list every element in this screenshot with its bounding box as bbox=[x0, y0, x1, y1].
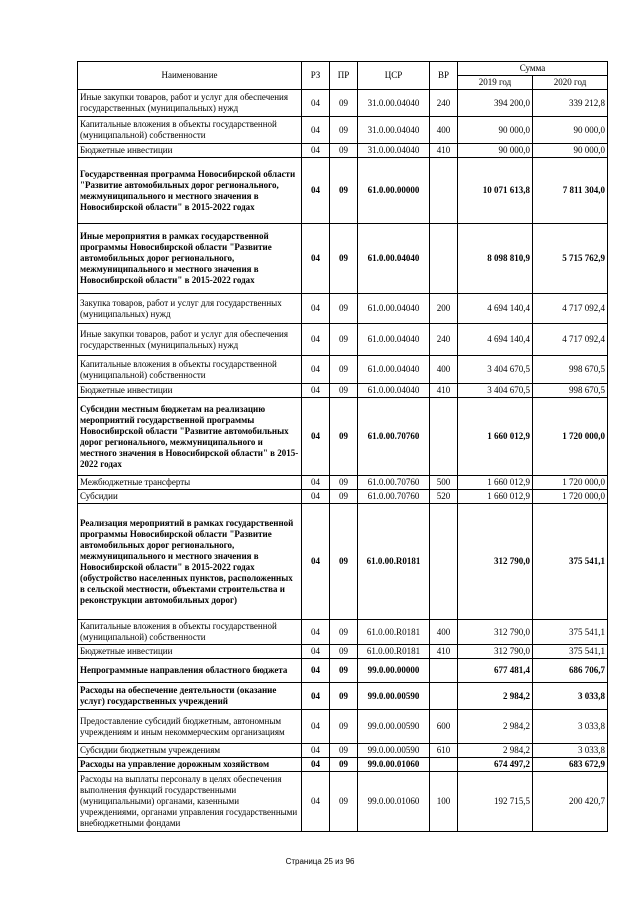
row-amount-2020: 3 033,8 bbox=[533, 744, 608, 758]
row-name: Капитальные вложения в объекты государственной (муниципальной) собственности bbox=[78, 620, 302, 645]
row-vr: 200 bbox=[430, 294, 458, 324]
table-row bbox=[78, 504, 608, 620]
header-name: Наименование bbox=[78, 62, 302, 90]
row-pr: 09 bbox=[330, 710, 358, 744]
row-amount-2020: 3 033,8 bbox=[533, 710, 608, 744]
row-rz: 04 bbox=[302, 620, 330, 645]
header-vr: ВР bbox=[430, 62, 458, 90]
row-rz: 04 bbox=[302, 659, 330, 683]
row-rz: 04 bbox=[302, 294, 330, 324]
table-row bbox=[78, 294, 608, 324]
row-csr: 31.0.00.04040 bbox=[358, 90, 430, 117]
row-rz: 04 bbox=[302, 144, 330, 158]
row-pr: 09 bbox=[330, 490, 358, 504]
row-pr: 09 bbox=[330, 620, 358, 645]
row-amount-2019: 312 790,0 bbox=[458, 504, 533, 620]
row-name: Реализация мероприятий в рамках государственной программы Новосибирской области "Развитие автомобильных дорог регионального, межмуниципального и местного значения в Новосибирской области" в 2015-2022 годах (обустройство населенных пунктов, расположенных в сельской местности, объектами строительства и реконструкции автомобильных дорог) bbox=[78, 504, 302, 620]
row-amount-2020: 683 672,9 bbox=[533, 758, 608, 772]
row-vr: 410 bbox=[430, 144, 458, 158]
row-rz: 04 bbox=[302, 356, 330, 384]
row-pr: 09 bbox=[330, 294, 358, 324]
row-name: Расходы на выплаты персоналу в целях обеспечения выполнения функций государственными (муниципальными) органами, казенными учреждениями, органами управления государственными внебюджетными фондами bbox=[78, 772, 302, 832]
row-amount-2020: 4 717 092,4 bbox=[533, 324, 608, 356]
row-rz: 04 bbox=[302, 645, 330, 659]
row-amount-2020: 90 000,0 bbox=[533, 117, 608, 144]
row-rz: 04 bbox=[302, 683, 330, 710]
row-amount-2019: 677 481,4 bbox=[458, 659, 533, 683]
row-name: Иные закупки товаров, работ и услуг для обеспечения государственных (муниципальных) нужд bbox=[78, 90, 302, 117]
row-pr: 09 bbox=[330, 772, 358, 832]
row-amount-2019: 192 715,5 bbox=[458, 772, 533, 832]
table-body bbox=[78, 90, 608, 832]
row-amount-2019: 8 098 810,9 bbox=[458, 224, 533, 294]
row-amount-2020: 5 715 762,9 bbox=[533, 224, 608, 294]
row-pr: 09 bbox=[330, 224, 358, 294]
table-row bbox=[78, 476, 608, 490]
row-vr: 240 bbox=[430, 90, 458, 117]
row-csr: 61.0.00.R0181 bbox=[358, 504, 430, 620]
row-pr: 09 bbox=[330, 758, 358, 772]
page-number: Страница 25 из 96 bbox=[285, 857, 355, 866]
row-amount-2019: 1 660 012,9 bbox=[458, 398, 533, 476]
row-amount-2019: 90 000,0 bbox=[458, 117, 533, 144]
row-name: Закупка товаров, работ и услуг для государственных (муниципальных) нужд bbox=[78, 294, 302, 324]
row-vr: 610 bbox=[430, 744, 458, 758]
row-name: Капитальные вложения в объекты государственной (муниципальной) собственности bbox=[78, 117, 302, 144]
row-csr: 99.0.00.01060 bbox=[358, 772, 430, 832]
row-csr: 99.0.00.00000 bbox=[358, 659, 430, 683]
budget-table bbox=[77, 61, 608, 832]
row-csr: 61.0.00.04040 bbox=[358, 324, 430, 356]
row-csr: 31.0.00.04040 bbox=[358, 117, 430, 144]
table-row bbox=[78, 659, 608, 683]
table-row bbox=[78, 744, 608, 758]
row-rz: 04 bbox=[302, 384, 330, 398]
row-amount-2019: 3 404 670,5 bbox=[458, 384, 533, 398]
row-vr: 410 bbox=[430, 645, 458, 659]
row-amount-2020: 686 706,7 bbox=[533, 659, 608, 683]
row-vr bbox=[430, 158, 458, 224]
row-amount-2019: 4 694 140,4 bbox=[458, 294, 533, 324]
row-vr bbox=[430, 398, 458, 476]
row-vr: 400 bbox=[430, 356, 458, 384]
row-amount-2019: 1 660 012,9 bbox=[458, 476, 533, 490]
row-pr: 09 bbox=[330, 476, 358, 490]
row-rz: 04 bbox=[302, 476, 330, 490]
row-pr: 09 bbox=[330, 504, 358, 620]
table-row bbox=[78, 683, 608, 710]
row-name: Государственная программа Новосибирской области "Развитие автомобильных дорог регионального, межмуниципального и местного значения в Новосибирской области" в 2015-2022 годах bbox=[78, 158, 302, 224]
row-amount-2020: 375 541,1 bbox=[533, 620, 608, 645]
table-row bbox=[78, 384, 608, 398]
row-name: Межбюджетные трансферты bbox=[78, 476, 302, 490]
header-csr: ЦСР bbox=[358, 62, 430, 90]
row-csr: 99.0.00.01060 bbox=[358, 758, 430, 772]
row-rz: 04 bbox=[302, 224, 330, 294]
row-rz: 04 bbox=[302, 504, 330, 620]
header-2020: 2020 год bbox=[533, 76, 608, 90]
row-csr: 61.0.00.R0181 bbox=[358, 645, 430, 659]
table-row bbox=[78, 117, 608, 144]
row-rz: 04 bbox=[302, 772, 330, 832]
row-amount-2019: 2 984,2 bbox=[458, 683, 533, 710]
row-csr: 61.0.00.70760 bbox=[358, 490, 430, 504]
row-vr: 500 bbox=[430, 476, 458, 490]
row-name: Бюджетные инвестиции bbox=[78, 144, 302, 158]
row-pr: 09 bbox=[330, 90, 358, 117]
row-vr: 400 bbox=[430, 620, 458, 645]
row-csr: 99.0.00.00590 bbox=[358, 744, 430, 758]
row-pr: 09 bbox=[330, 659, 358, 683]
row-pr: 09 bbox=[330, 117, 358, 144]
row-name: Расходы на обеспечение деятельности (оказание услуг) государственных учреждений bbox=[78, 683, 302, 710]
table-row bbox=[78, 324, 608, 356]
row-vr: 600 bbox=[430, 710, 458, 744]
row-csr: 61.0.00.70760 bbox=[358, 398, 430, 476]
row-amount-2019: 3 404 670,5 bbox=[458, 356, 533, 384]
row-csr: 61.0.00.04040 bbox=[358, 384, 430, 398]
table-row bbox=[78, 356, 608, 384]
row-vr: 400 bbox=[430, 117, 458, 144]
row-rz: 04 bbox=[302, 758, 330, 772]
row-name: Капитальные вложения в объекты государственной (муниципальной) собственности bbox=[78, 356, 302, 384]
row-rz: 04 bbox=[302, 158, 330, 224]
row-pr: 09 bbox=[330, 158, 358, 224]
row-vr bbox=[430, 758, 458, 772]
row-amount-2019: 1 660 012,9 bbox=[458, 490, 533, 504]
table-row bbox=[78, 645, 608, 659]
row-rz: 04 bbox=[302, 90, 330, 117]
row-amount-2019: 90 000,0 bbox=[458, 144, 533, 158]
row-amount-2019: 4 694 140,4 bbox=[458, 324, 533, 356]
row-amount-2019: 394 200,0 bbox=[458, 90, 533, 117]
row-name: Бюджетные инвестиции bbox=[78, 384, 302, 398]
row-name: Иные мероприятия в рамках государственной программы Новосибирской области "Развитие автомобильных дорог регионального, межмуниципального и местного значения в Новосибирской области" в 2015-2022 годах bbox=[78, 224, 302, 294]
row-name: Субсидии bbox=[78, 490, 302, 504]
header-sum: Сумма bbox=[458, 62, 608, 76]
row-csr: 61.0.00.R0181 bbox=[358, 620, 430, 645]
table-row bbox=[78, 398, 608, 476]
row-amount-2019: 674 497,2 bbox=[458, 758, 533, 772]
row-vr bbox=[430, 683, 458, 710]
row-rz: 04 bbox=[302, 744, 330, 758]
row-amount-2020: 998 670,5 bbox=[533, 356, 608, 384]
header-rz: РЗ bbox=[302, 62, 330, 90]
row-rz: 04 bbox=[302, 117, 330, 144]
row-pr: 09 bbox=[330, 384, 358, 398]
row-pr: 09 bbox=[330, 144, 358, 158]
row-pr: 09 bbox=[330, 683, 358, 710]
row-rz: 04 bbox=[302, 490, 330, 504]
row-pr: 09 bbox=[330, 645, 358, 659]
table-row bbox=[78, 620, 608, 645]
row-vr: 240 bbox=[430, 324, 458, 356]
row-amount-2019: 2 984,2 bbox=[458, 710, 533, 744]
row-csr: 61.0.00.04040 bbox=[358, 294, 430, 324]
row-csr: 61.0.00.04040 bbox=[358, 224, 430, 294]
row-csr: 99.0.00.00590 bbox=[358, 710, 430, 744]
row-csr: 61.0.00.00000 bbox=[358, 158, 430, 224]
row-rz: 04 bbox=[302, 324, 330, 356]
table-row bbox=[78, 158, 608, 224]
row-rz: 04 bbox=[302, 398, 330, 476]
row-name: Расходы на управление дорожным хозяйством bbox=[78, 758, 302, 772]
table-row bbox=[78, 144, 608, 158]
table-row bbox=[78, 224, 608, 294]
row-pr: 09 bbox=[330, 356, 358, 384]
row-vr: 410 bbox=[430, 384, 458, 398]
row-amount-2020: 1 720 000,0 bbox=[533, 490, 608, 504]
row-vr bbox=[430, 659, 458, 683]
header-pr: ПР bbox=[330, 62, 358, 90]
row-amount-2019: 312 790,0 bbox=[458, 645, 533, 659]
row-vr: 100 bbox=[430, 772, 458, 832]
row-amount-2019: 10 071 613,8 bbox=[458, 158, 533, 224]
row-amount-2020: 339 212,8 bbox=[533, 90, 608, 117]
header-2019: 2019 год bbox=[458, 76, 533, 90]
row-vr bbox=[430, 504, 458, 620]
row-name: Иные закупки товаров, работ и услуг для обеспечения государственных (муниципальных) нужд bbox=[78, 324, 302, 356]
row-amount-2020: 90 000,0 bbox=[533, 144, 608, 158]
row-amount-2020: 4 717 092,4 bbox=[533, 294, 608, 324]
table-row bbox=[78, 90, 608, 117]
table-row bbox=[78, 710, 608, 744]
row-csr: 61.0.00.04040 bbox=[358, 356, 430, 384]
row-name: Субсидии местным бюджетам на реализацию мероприятий государственной программы Новосибирской области "Развитие автомобильных дорог регионального, межмуниципального и местного значения в Новосибирской области" в 2015-2022 годах bbox=[78, 398, 302, 476]
row-csr: 99.0.00.00590 bbox=[358, 683, 430, 710]
row-name: Субсидии бюджетным учреждениям bbox=[78, 744, 302, 758]
row-amount-2020: 3 033,8 bbox=[533, 683, 608, 710]
table-row bbox=[78, 758, 608, 772]
row-amount-2019: 2 984,2 bbox=[458, 744, 533, 758]
row-amount-2020: 375 541,1 bbox=[533, 504, 608, 620]
table-row bbox=[78, 772, 608, 832]
row-name: Бюджетные инвестиции bbox=[78, 645, 302, 659]
row-amount-2020: 1 720 000,0 bbox=[533, 476, 608, 490]
row-csr: 61.0.00.70760 bbox=[358, 476, 430, 490]
row-csr: 31.0.00.04040 bbox=[358, 144, 430, 158]
budget-document bbox=[77, 61, 607, 832]
row-amount-2020: 375 541,1 bbox=[533, 645, 608, 659]
row-rz: 04 bbox=[302, 710, 330, 744]
row-amount-2020: 998 670,5 bbox=[533, 384, 608, 398]
row-amount-2020: 7 811 304,0 bbox=[533, 158, 608, 224]
table-row bbox=[78, 490, 608, 504]
row-pr: 09 bbox=[330, 398, 358, 476]
row-name: Непрограммные направления областного бюджета bbox=[78, 659, 302, 683]
row-pr: 09 bbox=[330, 744, 358, 758]
row-vr: 520 bbox=[430, 490, 458, 504]
row-amount-2020: 1 720 000,0 bbox=[533, 398, 608, 476]
row-pr: 09 bbox=[330, 324, 358, 356]
row-name: Предоставление субсидий бюджетным, автономным учреждениям и иным некоммерческим организациям bbox=[78, 710, 302, 744]
row-vr bbox=[430, 224, 458, 294]
row-amount-2020: 200 420,7 bbox=[533, 772, 608, 832]
row-amount-2019: 312 790,0 bbox=[458, 620, 533, 645]
